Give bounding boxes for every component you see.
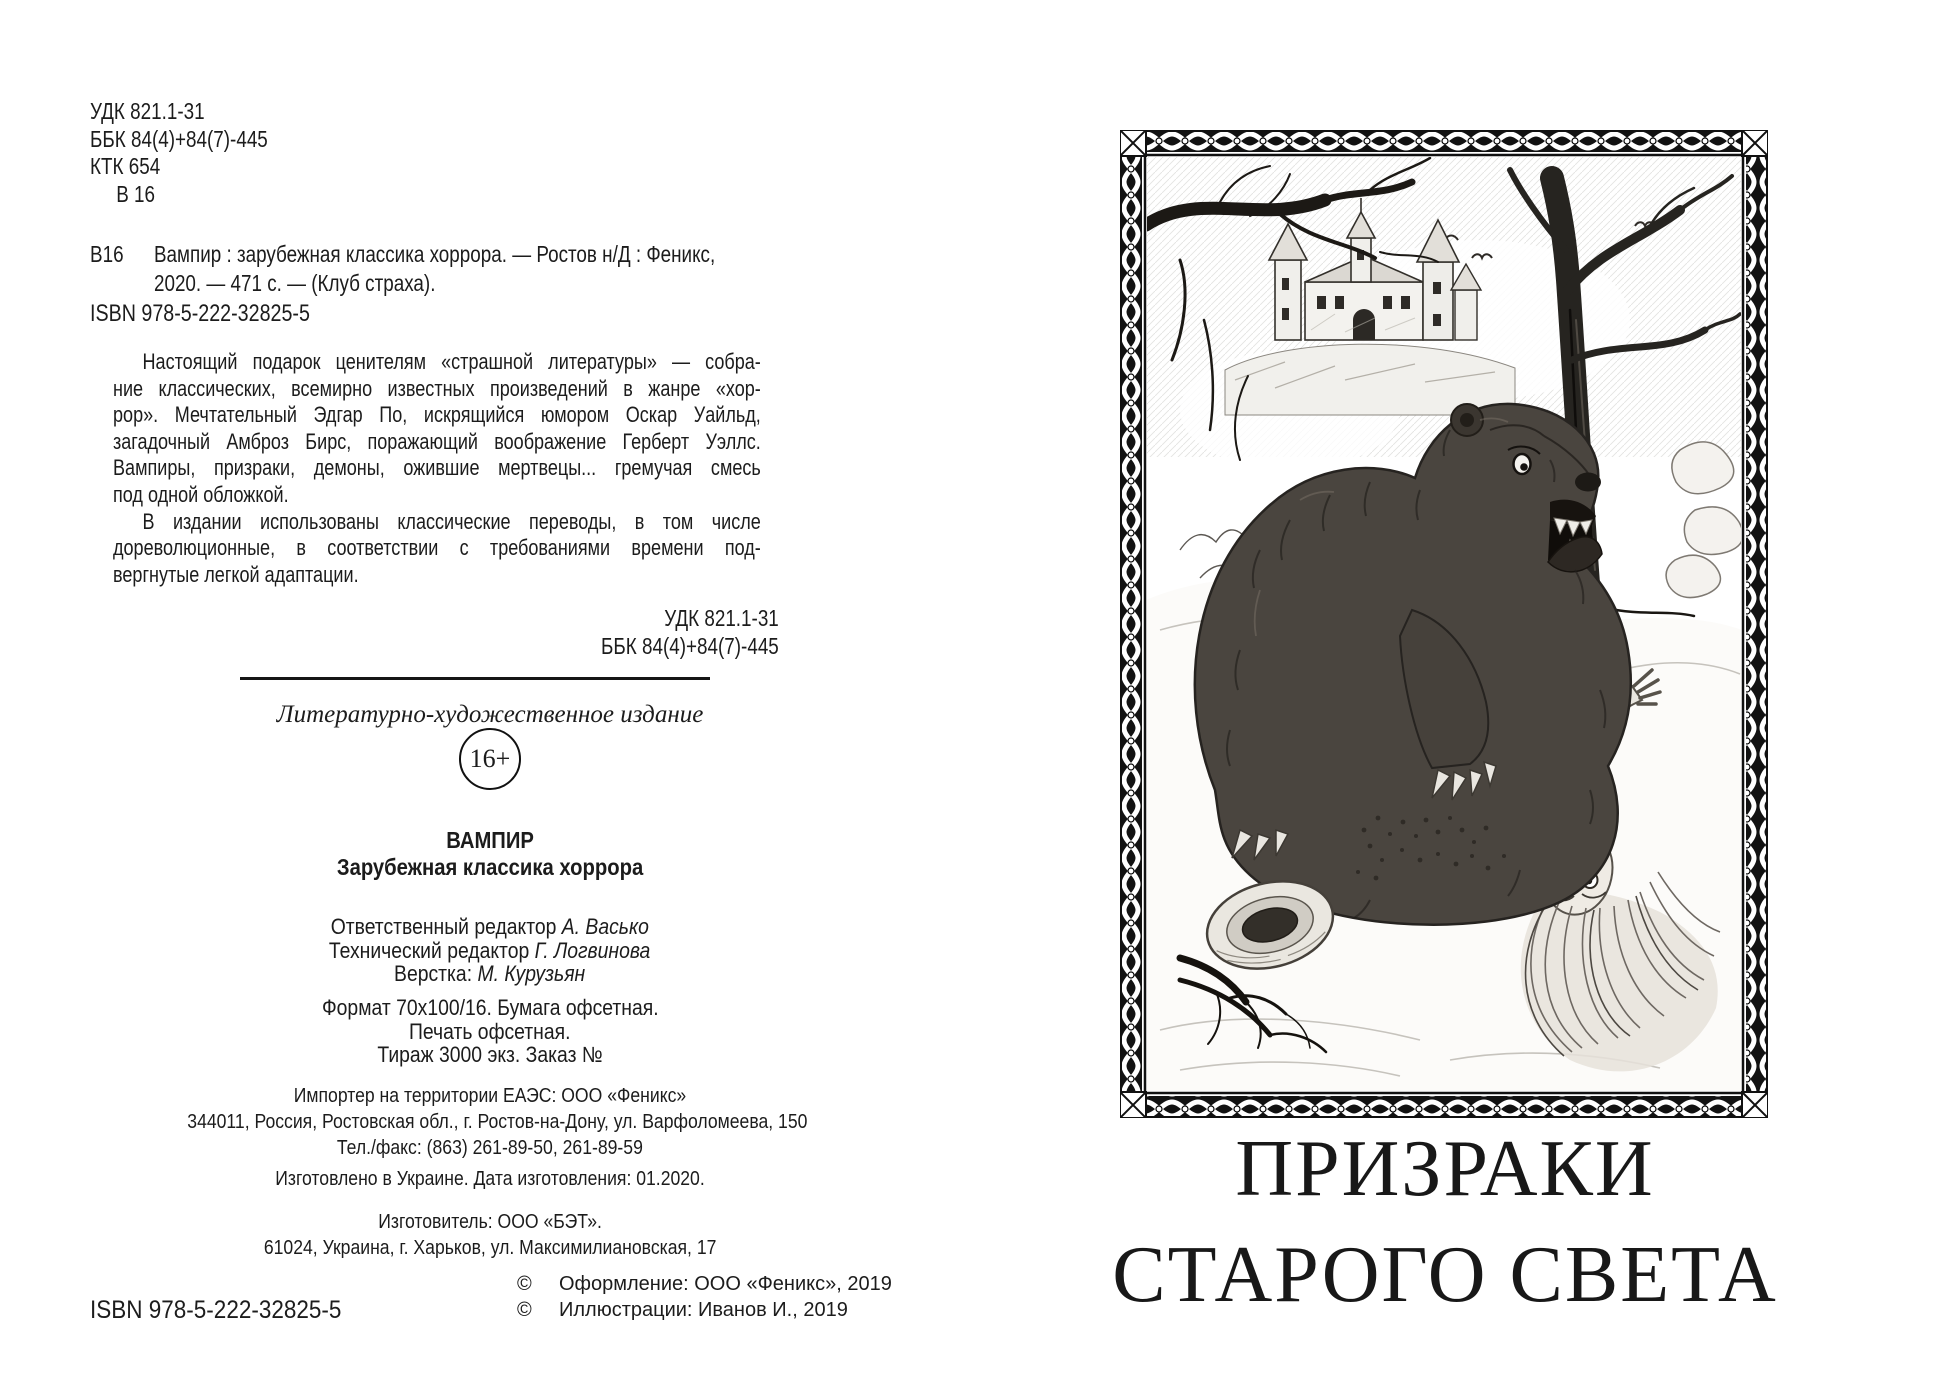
divider-rule: [240, 677, 710, 680]
author-sign-code: В 16: [116, 180, 156, 207]
annotation-line: под одной обложкой.: [113, 481, 289, 507]
bbk-code-right: ББК 84(4)+84(7)-445: [601, 633, 779, 659]
book-title: ВАМПИР: [446, 827, 534, 853]
catalog-entry-label: В16: [90, 241, 124, 267]
catalog-entry-line2: 2020. — 471 с. — (Клуб страха).: [153, 270, 436, 296]
section-title-line1: ПРИЗРАКИ: [1235, 1125, 1655, 1213]
book-subtitle: Зарубежная классика хоррора: [336, 854, 644, 880]
isbn-top: ISBN 978-5-222-32825-5: [90, 300, 310, 327]
print-method: Печать офсетная.: [409, 1018, 571, 1044]
annotation-line: ние классических, всемирно известных произведений в жанре «хор-: [113, 375, 761, 401]
print-specs: [145, 996, 835, 1067]
cataloguing-codes: [90, 98, 307, 208]
annotation-line: вергнутые легкой адаптации.: [113, 561, 359, 587]
copyright-block: [517, 1272, 892, 1323]
udk-code-right: УДК 821.1-31: [664, 605, 779, 631]
copyright-illustrations: Иллюстрации: Иванов И., 2019: [559, 1298, 848, 1321]
made-in-line: Изготовлено в Украине. Дата изготовления: 01.2020.: [275, 1168, 705, 1190]
staff-name: А. Васько: [561, 914, 650, 939]
bbk-code: ББК 84(4)+84(7)-445: [90, 125, 268, 152]
print-format: Формат 70х100/16. Бумага офсетная.: [321, 995, 659, 1020]
udk-code: УДК 821.1-31: [90, 98, 205, 124]
cataloguing-codes-right: [90, 604, 930, 660]
manufacturer-info: [145, 1209, 835, 1261]
staff-role: Ответственный редактор: [330, 914, 562, 939]
staff-name: Г. Логвинова: [535, 937, 651, 963]
annotation: [113, 349, 903, 588]
ktk-code: КТК 654: [90, 153, 161, 179]
copyright-sign: ©: [517, 1298, 532, 1321]
annotation-line: Вампиры, призраки, демоны, ожившие мертвецы... гремучая смесь: [113, 455, 761, 481]
staff-name: М. Курузьян: [477, 961, 586, 986]
importer-phone: Тел./факс: (863) 261-89-50, 261-89-59: [336, 1137, 643, 1159]
importer-line: Импортер на территории ЕАЭС: ООО «Феникс»: [293, 1085, 687, 1107]
illustration-canvas: [1120, 130, 1768, 1118]
annotation-line: дореволюционные, в соответствии с требованиями времени под-: [113, 535, 761, 561]
manufacturer-line: Изготовитель: ООО «БЭТ».: [378, 1211, 602, 1233]
print-run: Тираж 3000 экз. Заказ №: [377, 1042, 603, 1067]
annotation-line: загадочный Амброз Бирс, поражающий воображение Герберт Уэллс.: [113, 428, 761, 454]
section-title-line2: СТАРОГО СВЕТА: [1112, 1231, 1778, 1319]
edition-type: Литературно-художественное издание: [276, 701, 704, 728]
annotation-line: В издании использованы классические переводы, в том числе: [142, 508, 761, 534]
staff-role: Верстка:: [394, 961, 478, 986]
manufacturer-address: 61024, Украина, г. Харьков, ул. Максимилиановская, 17: [263, 1237, 717, 1259]
annotation-line: рор». Мечтательный Эдгар По, искрящийся юмором Оскар Уайльд,: [113, 402, 761, 428]
importer-info: [145, 1083, 835, 1161]
catalog-entry-line1: Вампир : зарубежная классика хоррора. — Ростов н/Д : Феникс,: [153, 241, 716, 267]
staff-role: Технический редактор: [329, 937, 536, 963]
editorial-staff: [145, 915, 835, 986]
catalog-entry: [90, 240, 930, 298]
importer-address: 344011, Россия, Ростовская обл., г. Ростов-на-Дону, ул. Варфоломеева, 150: [187, 1111, 808, 1133]
isbn-bottom: ISBN 978-5-222-32825-5: [90, 1296, 342, 1324]
annotation-line: Настоящий подарок ценителям «страшной литературы» — собра-: [142, 349, 761, 374]
copyright-design: Оформление: ООО «Феникс», 2019: [559, 1273, 892, 1295]
copyright-sign: ©: [517, 1273, 532, 1295]
imprint-book-title: [145, 827, 835, 881]
book-illustration: [1120, 130, 1768, 1118]
age-rating-badge: 16+: [459, 728, 521, 790]
